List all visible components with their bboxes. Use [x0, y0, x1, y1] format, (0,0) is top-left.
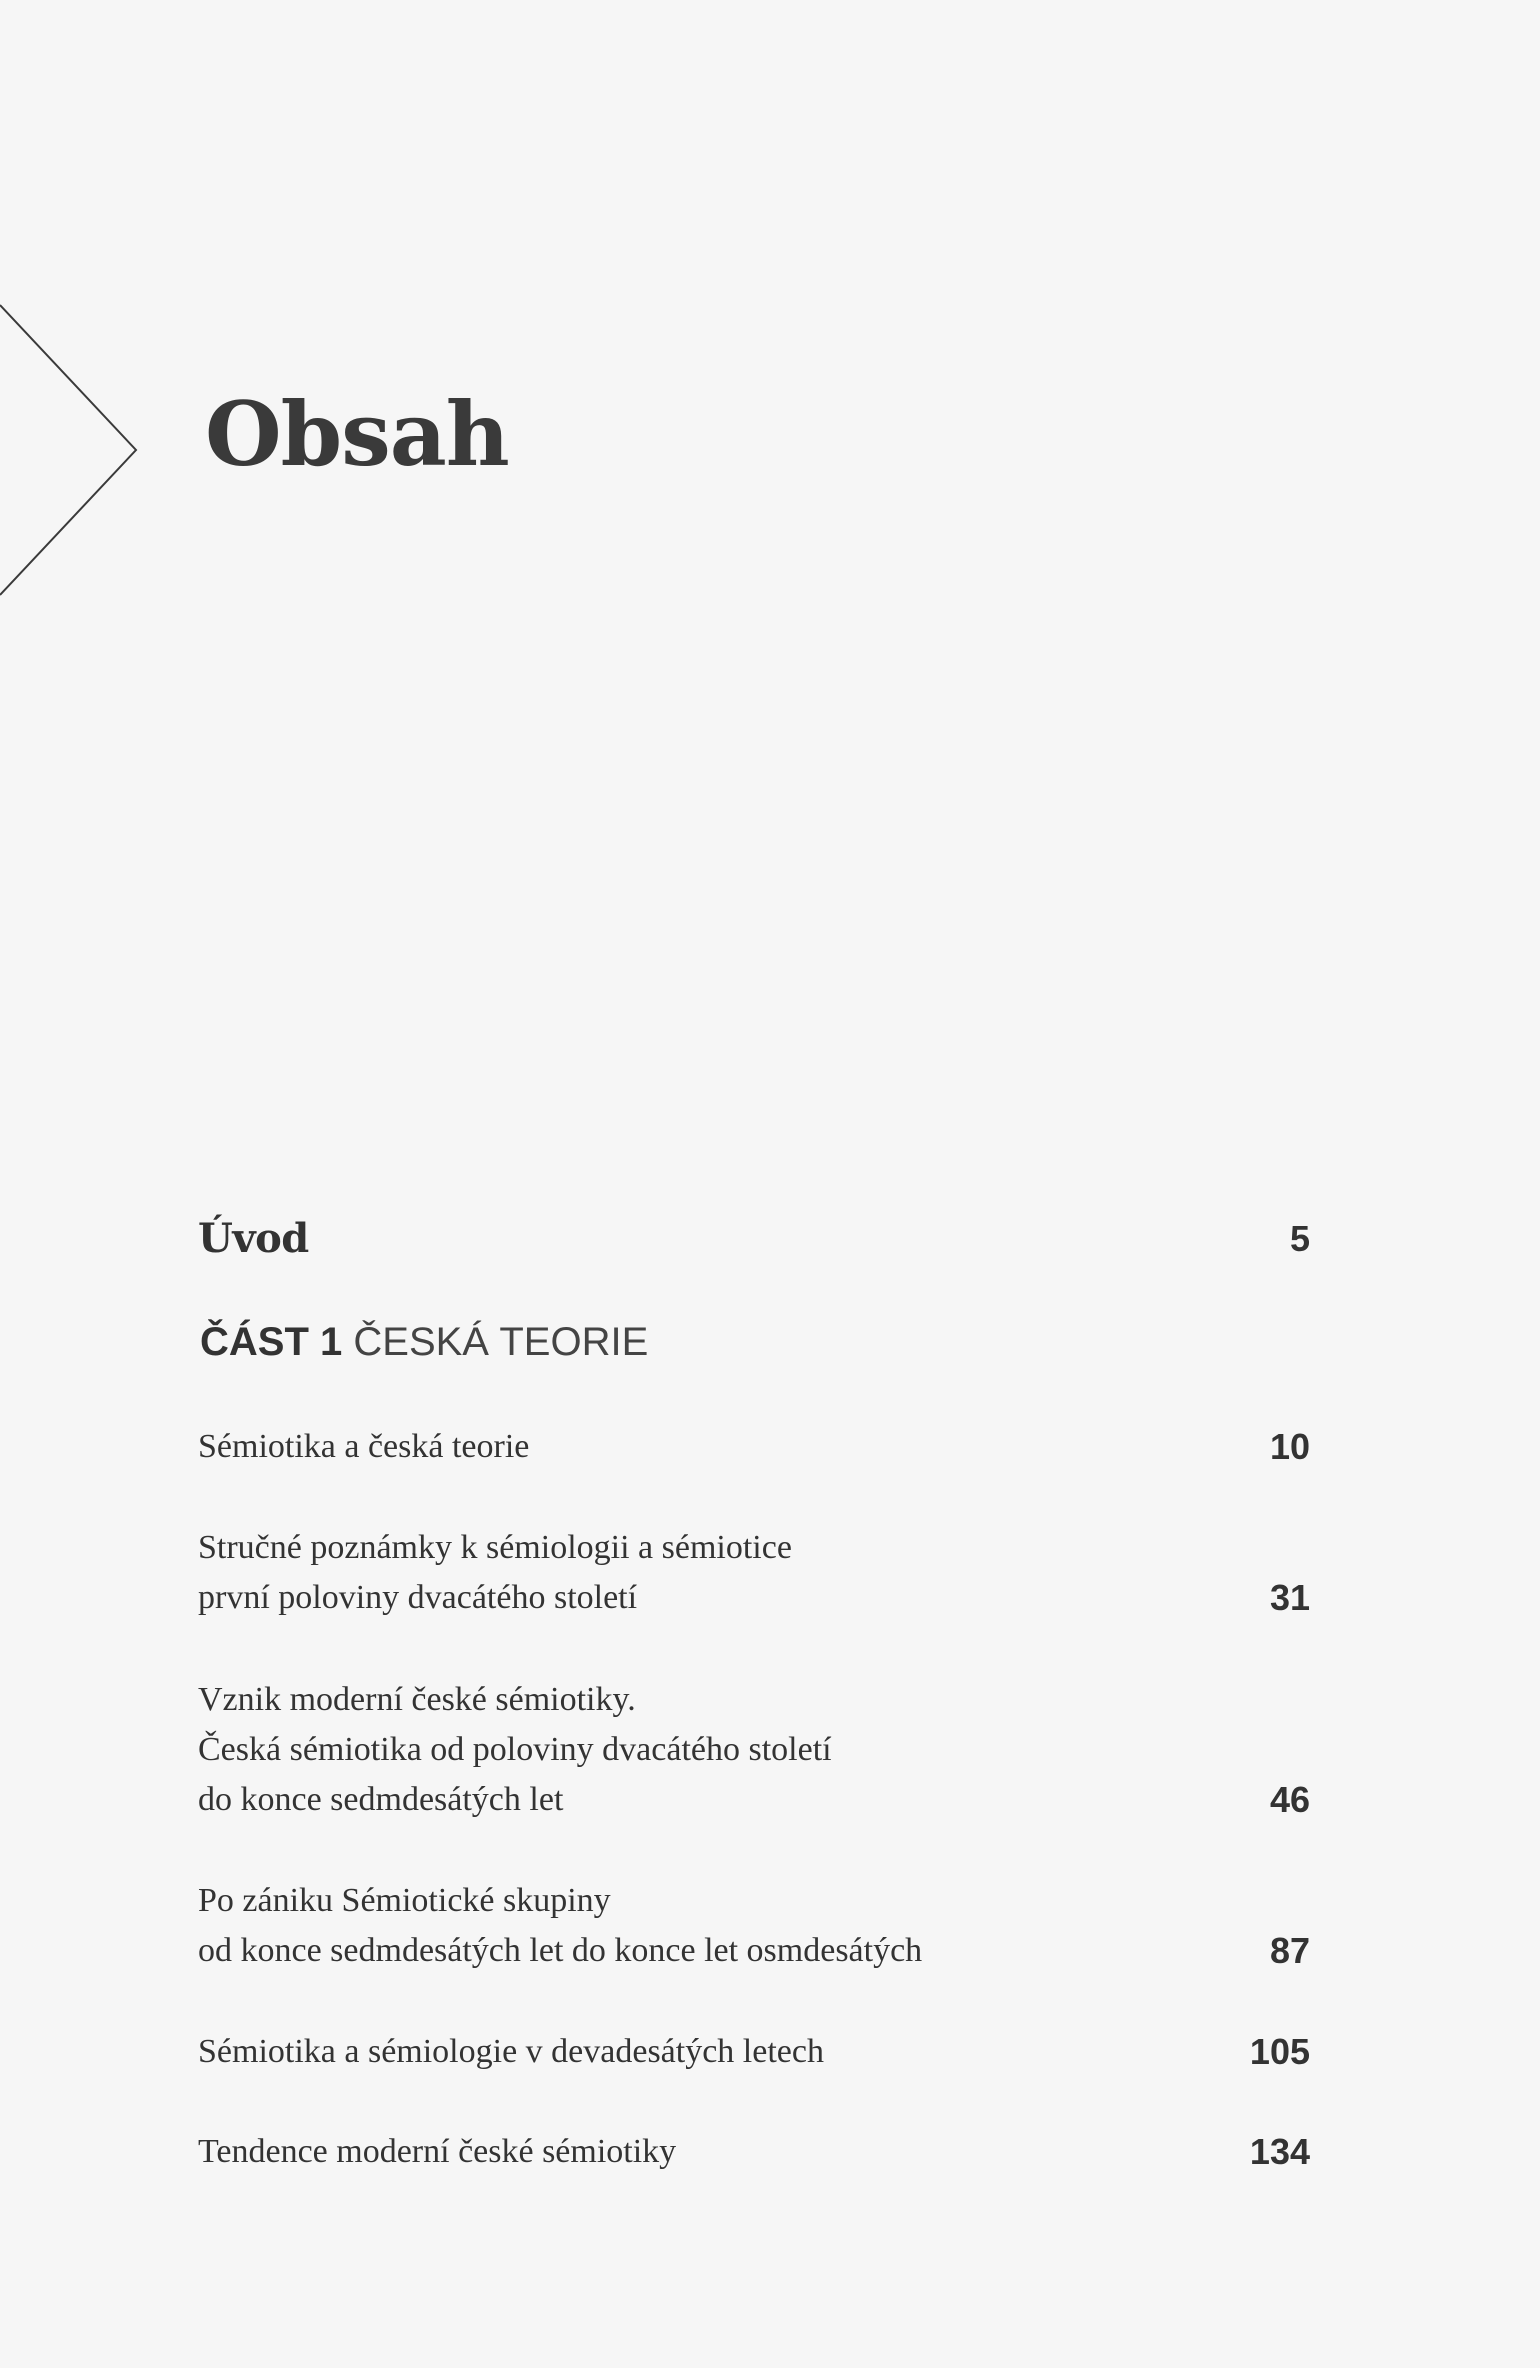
toc-entry-page: 87 [1269, 1930, 1310, 1971]
toc-entry-line: Sémiotika a sémiologie v devadesátých letech [198, 2033, 824, 2070]
toc-entry-page: 46 [1269, 1779, 1310, 1820]
toc-entry-text [198, 1422, 1158, 1472]
toc-entry-line: Česká sémiotika od poloviny dvacátého století [198, 1731, 832, 1768]
toc-entry-line: Po zániku Sémiotické skupiny [198, 1882, 611, 1919]
toc-entry [198, 1675, 1310, 1825]
toc-entry [198, 1876, 1310, 1976]
toc-entry-text [198, 1876, 1158, 1976]
part-number: ČÁST 1 [200, 1320, 343, 1364]
toc-entry [198, 2027, 1310, 2077]
toc-entry-page: 134 [1249, 2131, 1310, 2172]
toc-entry-text [198, 1675, 1158, 1825]
toc-entry-line: od konce sedmdesátých let do konce let osmdesátých [198, 1932, 923, 1969]
toc-entry-text [198, 2027, 1158, 2077]
toc-entry-page: 31 [1269, 1577, 1310, 1618]
toc-entry-line: Sémiotika a česká teorie [198, 1428, 530, 1465]
part-name: ČESKÁ TEORIE [353, 1320, 649, 1364]
toc-entry [198, 2127, 1310, 2177]
toc-entry [198, 1422, 1310, 1472]
toc-entry-line: Tendence moderní české sémiotiky [198, 2133, 677, 2170]
toc-entry-page: 105 [1249, 2031, 1310, 2072]
toc-entry-label: Úvod [198, 1215, 309, 1262]
toc-entry-line: první poloviny dvacátého století [198, 1579, 638, 1616]
toc-entry-page: 5 [1289, 1218, 1310, 1259]
toc-entry-line: do konce sedmdesátých let [198, 1781, 564, 1818]
chevron-decoration [0, 0, 160, 620]
toc-entry-text [198, 2127, 1158, 2177]
toc-entry-line: Vznik moderní české sémiotiky. [198, 1681, 636, 1718]
toc-entry-text [198, 1523, 1158, 1623]
page-title: Obsah [205, 382, 509, 486]
part-heading [200, 1312, 648, 1372]
toc-entry-line: Stručné poznámky k sémiologii a sémiotice [198, 1529, 792, 1566]
toc-entry [198, 1523, 1310, 1623]
toc-entry-intro [198, 1214, 1310, 1264]
toc-entry-page: 10 [1269, 1426, 1310, 1467]
